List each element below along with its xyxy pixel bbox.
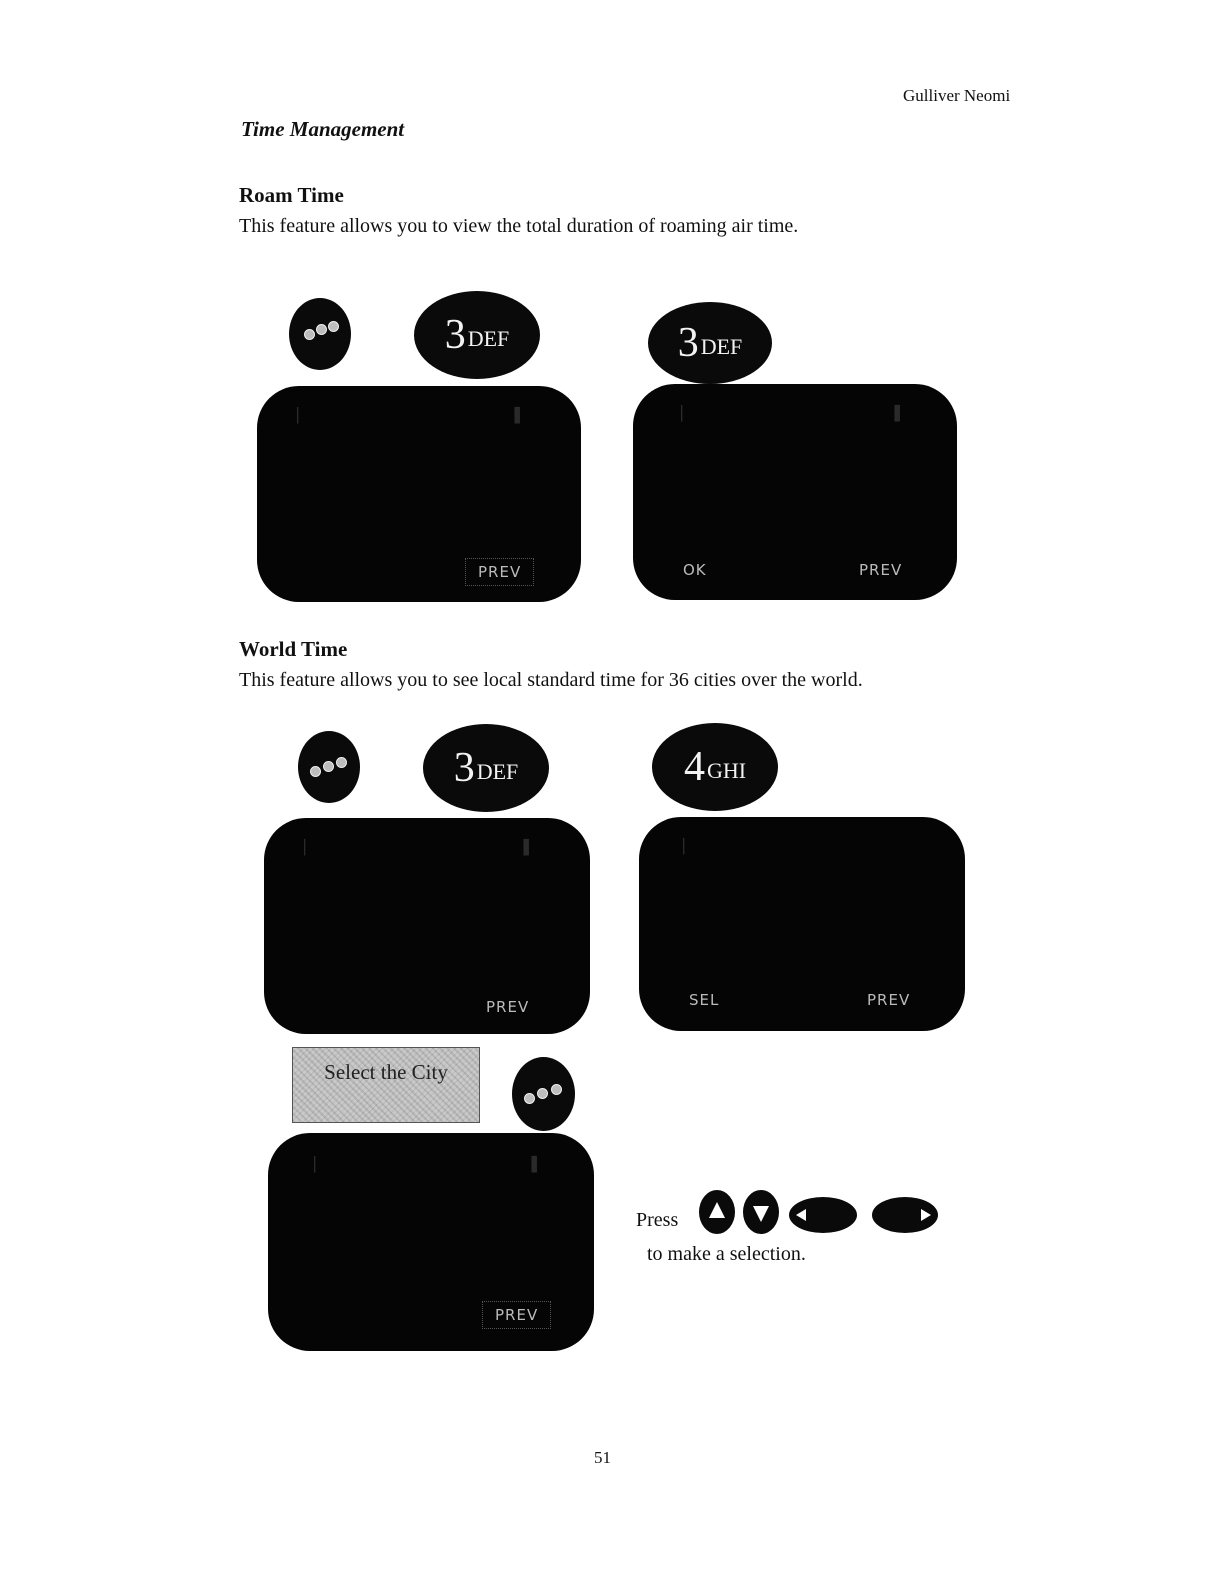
key-letters: GHI [706, 758, 747, 783]
roam-time-screen-result [633, 384, 957, 600]
key-letters: DEF [700, 334, 743, 359]
battery-icon: ▐ [889, 406, 900, 422]
world-time-description: This feature allows you to see local standard time for 36 cities over the world. [239, 669, 863, 691]
key-digit: 3 [444, 312, 466, 358]
world-time-screen-city [268, 1133, 594, 1351]
menu-key-icon [298, 731, 360, 803]
signal-icon: ▏ [683, 839, 694, 855]
digit-3-key-icon [423, 724, 549, 812]
instruction-press: Press [636, 1209, 679, 1231]
down-arrow-key-icon [743, 1190, 779, 1234]
instruction-suffix: to make a selection. [647, 1243, 806, 1265]
battery-icon: ▐ [509, 408, 520, 424]
up-arrow-key-icon [699, 1190, 735, 1234]
prev-softkey[interactable]: PREV [867, 991, 911, 1009]
section-title: Time Management [241, 117, 405, 141]
roam-time-heading: Roam Time [239, 183, 344, 207]
signal-icon: ▏ [304, 840, 315, 856]
menu-key-icon [289, 298, 351, 370]
key-digit: 4 [683, 744, 705, 790]
key-digit: 3 [677, 320, 699, 366]
signal-icon: ▏ [297, 408, 308, 424]
world-time-heading: World Time [239, 637, 348, 661]
key-letters: DEF [467, 326, 510, 351]
world-time-screen-clock [639, 817, 965, 1031]
prev-softkey[interactable]: PREV [465, 558, 534, 586]
select-softkey[interactable]: SEL [689, 991, 720, 1009]
digit-4-key-icon [652, 723, 778, 811]
ok-softkey[interactable]: OK [683, 561, 707, 579]
left-arrow-key-icon [789, 1197, 857, 1233]
signal-icon: ▏ [314, 1157, 325, 1173]
roam-time-screen-menu [257, 386, 581, 602]
running-header: Gulliver Neomi [903, 86, 1011, 105]
right-arrow-key-icon [872, 1197, 938, 1233]
digit-3-key-icon [648, 302, 772, 384]
battery-icon: ▐ [518, 840, 529, 856]
select-city-label: Select the City [292, 1047, 480, 1123]
battery-icon: ▐ [526, 1157, 537, 1173]
key-letters: DEF [476, 759, 519, 784]
menu-key-icon [512, 1057, 575, 1131]
prev-softkey[interactable]: PREV [486, 998, 530, 1016]
roam-time-description: This feature allows you to view the total duration of roaming air time. [239, 215, 799, 237]
page-number: 51 [594, 1448, 611, 1467]
world-time-screen-menu [264, 818, 590, 1034]
key-digit: 3 [453, 745, 475, 791]
digit-3-key-icon [414, 291, 540, 379]
prev-softkey[interactable]: PREV [482, 1301, 551, 1329]
signal-icon: ▏ [681, 406, 692, 422]
prev-softkey[interactable]: PREV [859, 561, 903, 579]
